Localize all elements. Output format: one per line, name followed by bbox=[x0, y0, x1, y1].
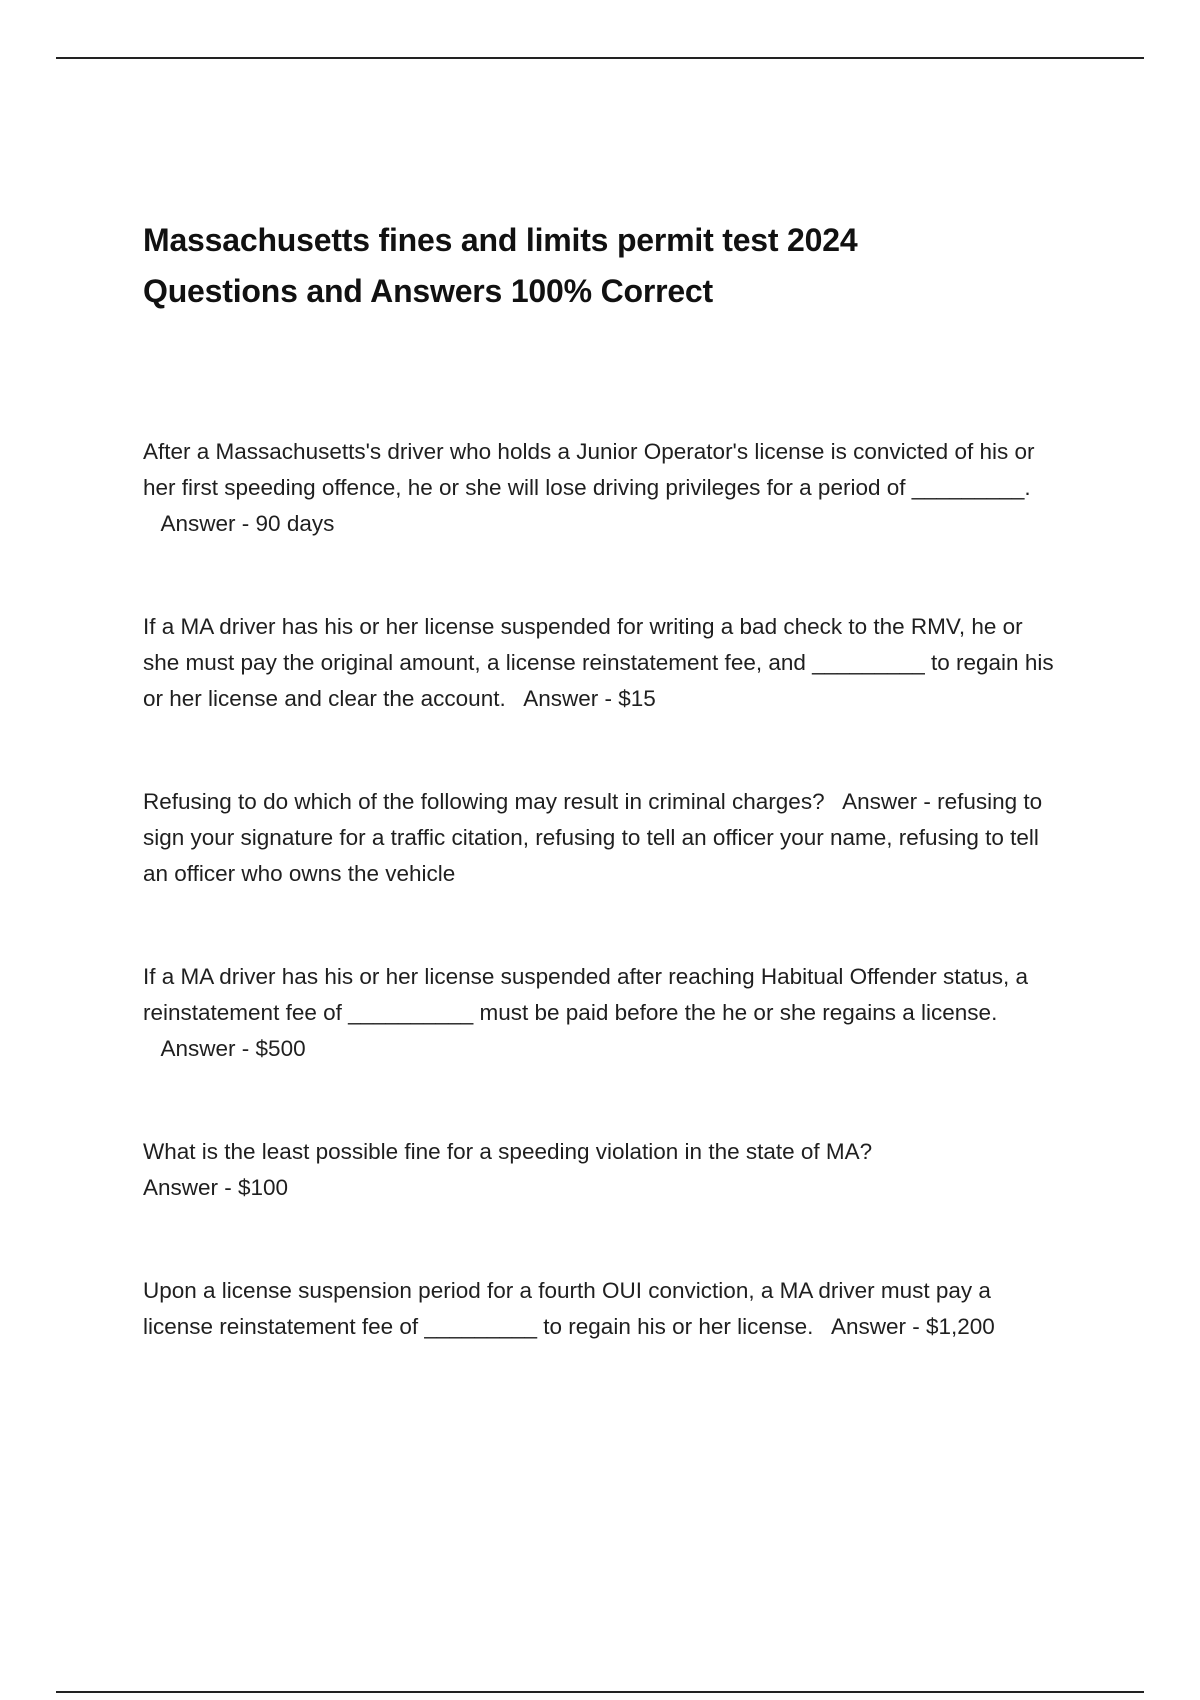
question-text: Upon a license suspension period for a fourth OUI conviction, a MA driver must pay a license reinstatement fee of _________ to regain his or her license. bbox=[143, 1278, 991, 1339]
question-text: What is the least possible fine for a speeding violation in the state of MA? bbox=[143, 1139, 873, 1164]
qa-item-1 bbox=[143, 434, 1063, 542]
qa-item-2 bbox=[143, 609, 1063, 717]
question-text: Refusing to do which of the following may result in criminal charges? bbox=[143, 789, 825, 814]
bottom-divider bbox=[56, 1691, 1144, 1693]
answer-text: Answer - $1,200 bbox=[830, 1314, 995, 1339]
qa-item-3 bbox=[143, 784, 1063, 892]
question-text: If a MA driver has his or her license suspended for writing a bad check to the RMV, he or she must pay the original amount, a license reinstatement fee, and _________ to regain his or her license and clear the account. bbox=[143, 614, 1054, 711]
answer-text: Answer - 90 days bbox=[160, 511, 335, 536]
qa-list bbox=[143, 434, 1063, 1345]
answer-text: Answer - refusing to sign your signature for a traffic citation, refusing to tell an officer your name, refusing to tell an officer who owns the vehicle bbox=[143, 789, 1043, 886]
question-text: After a Massachusetts's driver who holds a Junior Operator's license is convicted of his or her first speeding offence, he or she will lose driving privileges for a period of _________. bbox=[143, 439, 1035, 500]
qa-item-4 bbox=[143, 959, 1063, 1067]
document-body bbox=[143, 215, 1063, 1412]
title-line-1: Massachusetts fines and limits permit test 2024 bbox=[143, 222, 858, 258]
top-divider bbox=[56, 57, 1144, 59]
qa-item-5 bbox=[143, 1134, 1063, 1206]
document-title bbox=[143, 215, 1063, 317]
answer-text: Answer - $500 bbox=[160, 1036, 306, 1061]
answer-text: Answer - $100 bbox=[143, 1175, 289, 1200]
question-text: If a MA driver has his or her license suspended after reaching Habitual Offender status, a reinstatement fee of __________ must be paid before the he or she regains a license. bbox=[143, 964, 1029, 1025]
title-line-2: Questions and Answers 100% Correct bbox=[143, 273, 713, 309]
qa-item-6 bbox=[143, 1273, 1063, 1345]
answer-text: Answer - $15 bbox=[523, 686, 656, 711]
